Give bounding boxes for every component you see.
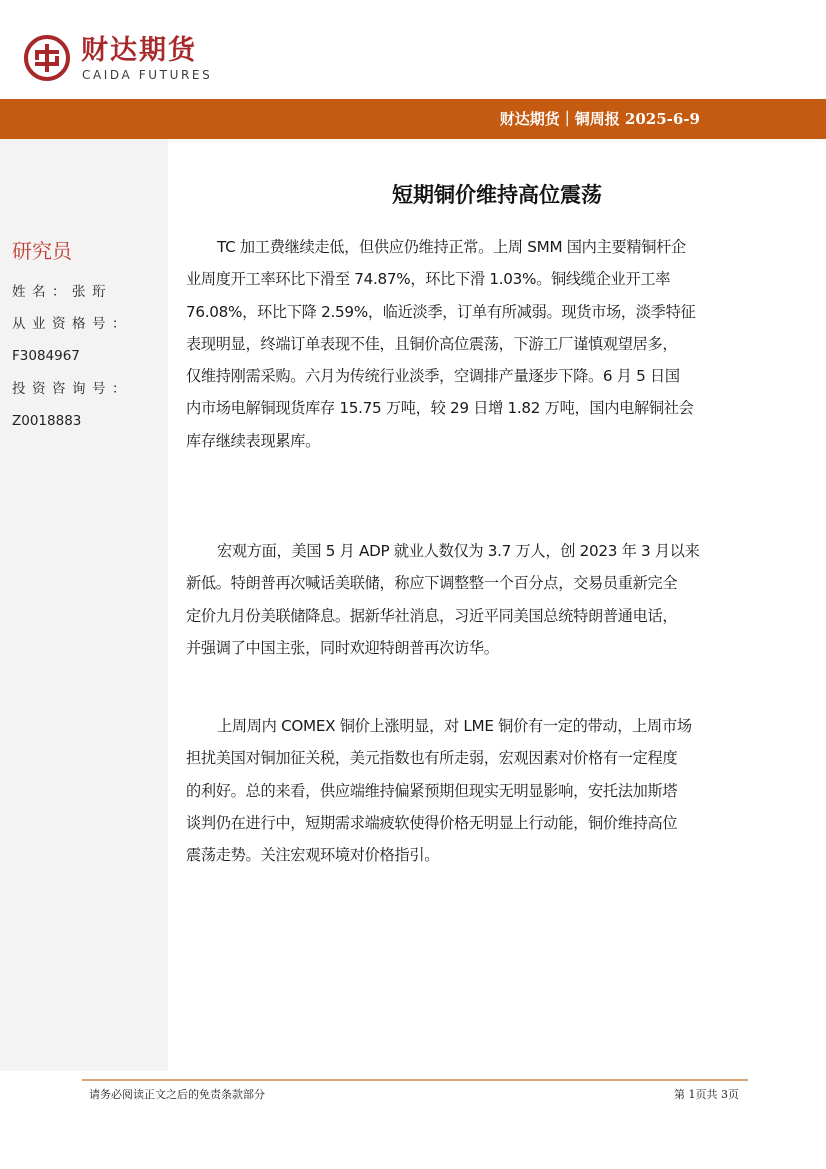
brand-name-cn: 财达期货	[81, 35, 197, 66]
paragraph-line: 仅维持刚需采购。六月为传统行业淡季，空调排产量逐步下降。6 月 5 日国	[186, 367, 680, 386]
paragraph-line: 宏观方面，美国 5 月 ADP 就业人数仅为 3.7 万人，创 2023 年 3 月以来	[217, 542, 700, 560]
paragraph-line: 的利好。总的来看，供应端维持偏紧预期但现实无明显影响，安托法加斯塔	[186, 781, 678, 800]
paragraph-line: 定价九月份美联储降息。据新华社消息，习近平同美国总统特朗普通电话，	[186, 606, 678, 625]
report-header-bar	[0, 99, 826, 139]
caida-coin-logo-icon	[24, 35, 70, 81]
paragraph-macro	[186, 535, 754, 664]
brand-name-en: CAIDA FUTURES	[82, 68, 213, 82]
paragraph-line: 担扰美国对铜加征关税，美元指数也有所走弱，宏观因素对价格有一定程度	[186, 749, 678, 768]
paragraph-line: 并强调了中国主张，同时欢迎特朗普再次访华。	[186, 638, 499, 657]
paragraph-line: 谈判仍在进行中，短期需求端疲软使得价格无明显上行动能，铜价维持高位	[186, 813, 678, 832]
paragraph-line: 上周周内 COMEX 铜价上涨明显，对 LME 铜价有一定的带动，上周市场	[217, 717, 692, 735]
investment-advisory-number: Z0018883	[12, 413, 82, 429]
paragraph-line: 表现明显，终端订单表现不佳，且铜价高位震荡，下游工厂谨慎观望居多，	[186, 334, 678, 353]
paragraph-line: TC 加工费继续走低，但供应仍维持正常。上周 SMM 国内主要精铜杆企	[217, 238, 686, 256]
report-header-text: 财达期货｜铜周报 2025-6-9	[499, 110, 700, 128]
article-title: 短期铜价维持高位震荡	[392, 183, 602, 207]
investment-advisory-label: 投资咨询号：	[12, 381, 132, 397]
qualification-number: F3084967	[12, 348, 80, 364]
footer-disclaimer: 请务必阅读正文之后的免责条款部分	[89, 1088, 265, 1101]
paragraph-line: 76.08%，环比下降 2.59%，临近淡季，订单有所减弱。现货市场，淡季特征	[186, 302, 696, 321]
analyst-name: 姓名：张珩	[12, 284, 112, 300]
brand-logo	[24, 35, 224, 85]
qualification-label: 从业资格号：	[12, 316, 132, 332]
paragraph-line: 震荡走势。关注宏观环境对价格指引。	[186, 846, 440, 865]
footer-page-number: 第 1页共 3页	[674, 1088, 739, 1101]
analyst-sidebar	[0, 139, 168, 1071]
analyst-section-title: 研究员	[12, 239, 72, 263]
paragraph-line: 内市场电解铜现货库存 15.75 万吨，较 29 日增 1.82 万吨，国内电解铜社会	[186, 399, 694, 418]
paragraph-supply	[186, 231, 754, 457]
paragraph-line: 库存继续表现累库。	[186, 431, 320, 450]
paragraph-line: 新低。特朗普再次喊话美联储，称应下调整整一个百分点，交易员重新完全	[186, 574, 678, 593]
paragraph-line: 业周度开工率环比下滑至 74.87%，环比下滑 1.03%。铜线缆企业开工率	[186, 270, 671, 289]
footer-divider	[82, 1079, 748, 1081]
paragraph-outlook	[186, 710, 754, 871]
